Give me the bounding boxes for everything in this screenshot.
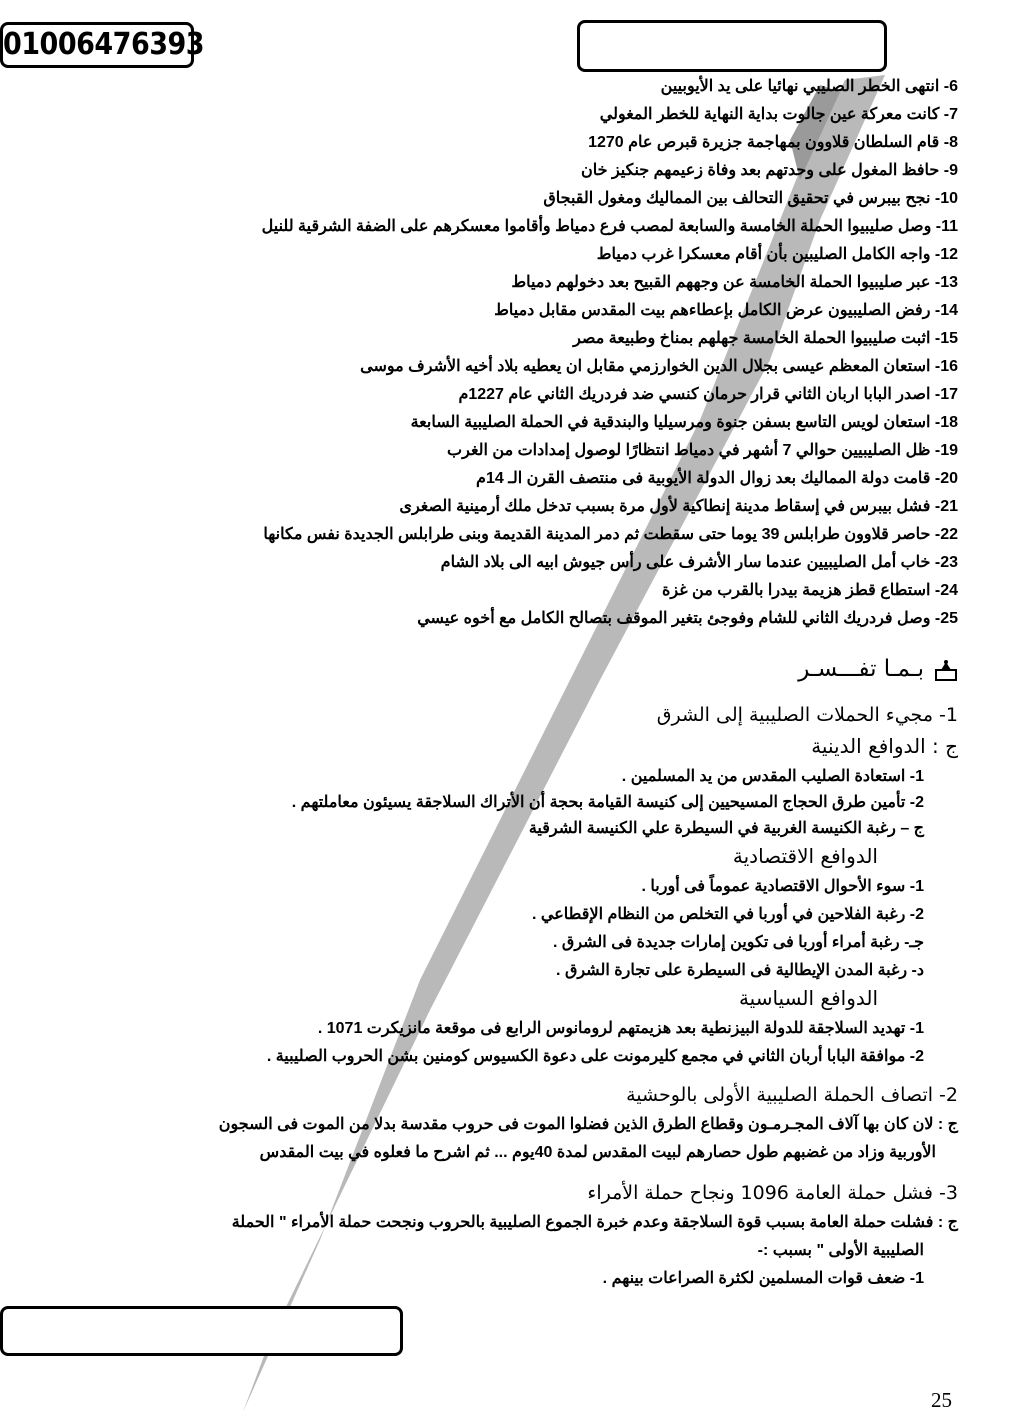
pen-inkwell-icon (934, 658, 958, 682)
q1-economic-1: 1- سوء الأحوال الاقتصادية عموماً فى أوربا . (641, 878, 924, 895)
q1-religious-2: 2- تأمين طرق الحجاج المسيحيين إلى كنيسة القيامة بحجة أن الأتراك السلاجقة يسيئون معاملتهم . (291, 794, 924, 811)
q1-religious-1: 1- استعادة الصليب المقدس من يد المسلمين . (621, 768, 924, 785)
statement-20: 20- قامت دولة المماليك بعد زوال الدولة الأيوبية فى منتصف القرن الـ 14م (476, 470, 958, 487)
header-empty-box (577, 20, 887, 72)
q1-economic-4: د- رغبة المدن الإيطالية فى السيطرة على تجارة الشرق . (556, 962, 924, 979)
statement-16: 16- استعان المعظم عيسى بجلال الدين الخوارزمي مقابل ان يعطيه بلاد أخيه الأشرف موسى (360, 358, 958, 375)
section-title: بـمـا تفـــسـر (798, 656, 924, 682)
statement-15: 15- اثبت صليبيوا الحملة الخامسة جهلهم بمناخ وطبيعة مصر (573, 330, 958, 347)
statement-12: 12- واجه الكامل الصليبين بأن أقام معسكرا غرب دمياط (596, 246, 958, 263)
q3-answer-2: الصليبية الأولى " بسبب :- (757, 1242, 924, 1259)
section-heading (798, 656, 958, 682)
statement-10: 10- نجح بيبرس في تحقيق التحالف بين المماليك ومغول القبجاق (543, 190, 958, 207)
q1-title: 1- مجيء الحملات الصليبية إلى الشرق (656, 704, 958, 726)
q1-economic-3: جـ- رغبة أمراء أوربا فى تكوين إمارات جديدة فى الشرق . (553, 934, 924, 951)
phone-number-box (0, 22, 205, 68)
statement-14: 14- رفض الصليبيون عرض الكامل بإعطاءهم بيت المقدس مقابل دمياط (494, 302, 958, 319)
q1-political-1: 1- تهديد السلاجقة للدولة البيزنطية بعد هزيمتهم لرومانوس الرابع فى موقعة مانزيكرت 1071 . (317, 1020, 924, 1037)
q1-religious-3: ج – رغبة الكنيسة الغربية في السيطرة علي الكنيسة الشرقية (528, 820, 924, 837)
statement-25: 25- وصل فردريك الثاني للشام وفوجئ بتغير الموقف بتصالح الكامل مع أخوه عيسي (417, 610, 958, 627)
statement-9: 9- حافظ المغول على وحدتهم بعد وفاة زعيمهم جنكيز خان (581, 162, 958, 179)
statement-17: 17- اصدر البابا اربان الثاني قرار حرمان كنسي ضد فردريك الثاني عام 1227م (458, 386, 958, 403)
q1-economic-heading: الدوافع الاقتصادية (732, 844, 878, 868)
q2-title: 2- اتصاف الحملة الصليبية الأولى بالوحشية (626, 1084, 958, 1106)
statement-23: 23- خاب أمل الصليبيين عندما سار الأشرف على رأس جيوش ابيه الى بلاد الشام (440, 554, 958, 571)
statement-22: 22- حاصر قلاوون طرابلس 39 يوما حتى سقطت ثم دمر المدينة القديمة وبنى طرابلس الجديدة نفس مكانها (263, 526, 958, 543)
phone-number: 01006476393 (3, 27, 205, 62)
q1-political-2: 2- موافقة البابا أربان الثاني في مجمع كليرمونت على دعوة الكسيوس كومنين بشن الحروب الصليبية . (266, 1048, 924, 1065)
footer-empty-box (0, 1306, 403, 1356)
q3-answer-3: 1- ضعف قوات المسلمين لكثرة الصراعات بينهم . (602, 1270, 924, 1287)
statement-18: 18- استعان لويس التاسع بسفن جنوة ومرسيليا والبندقية في الحملة الصليبية السابعة (410, 414, 958, 431)
q2-answer-1: ج : لان كان بها آلاف المجـرمـون وقطاع الطرق الذين فضلوا الموت فى حروب مقدسة بدلا من الموت فى السجون (218, 1116, 958, 1133)
q1-economic-2: 2- رغبة الفلاحين في أوربا في التخلص من النظام الإقطاعي . (532, 906, 924, 923)
q3-title: 3- فشل حملة العامة 1096 ونجاح حملة الأمراء (587, 1182, 958, 1204)
statement-19: 19- ظل الصليبيين حوالي 7 أشهر في دمياط انتظارًا لوصول إمدادات من الغرب (447, 442, 958, 459)
statement-21: 21- فشل بيبرس في إسقاط مدينة إنطاكية لأول مرة بسبب تدخل ملك أرمينية الصغرى (399, 498, 958, 515)
page-number: 25 (931, 1388, 952, 1412)
q1-religious-heading: ج : الدوافع الدينية (811, 734, 958, 758)
statement-11: 11- وصل صليبيوا الحملة الخامسة والسابعة لمصب فرع دمياط وأقاموا معسكرهم على الضفة الشرقية للنيل (261, 218, 958, 235)
q1-political-heading: الدوافع السياسية (738, 986, 878, 1010)
statement-7: 7- كانت معركة عين جالوت بداية النهاية للخطر المغولي (599, 106, 958, 123)
statement-6: 6- انتهى الخطر الصليبي نهائيا على يد الأيوبيين (660, 78, 958, 95)
statement-8: 8- قام السلطان قلاوون بمهاجمة جزيرة قبرص عام 1270 (588, 134, 958, 151)
q2-answer-2: الأوربية وزاد من غضبهم طول حصارهم لبيت المقدس لمدة 40يوم ... ثم اشرح ما فعلوه في بيت المقدس (259, 1144, 936, 1161)
statement-24: 24- استطاع قطز هزيمة بيدرا بالقرب من غزة (662, 582, 958, 599)
q3-answer-1: ج : فشلت حملة العامة بسبب قوة السلاجقة وعدم خبرة الجموع الصليبية بالحروب ونجحت حملة الأمراء " الحملة (231, 1214, 958, 1231)
statement-13: 13- عبر صليبيوا الحملة الخامسة عن وجههم القبيح بعد دخولهم دمياط (511, 274, 958, 291)
